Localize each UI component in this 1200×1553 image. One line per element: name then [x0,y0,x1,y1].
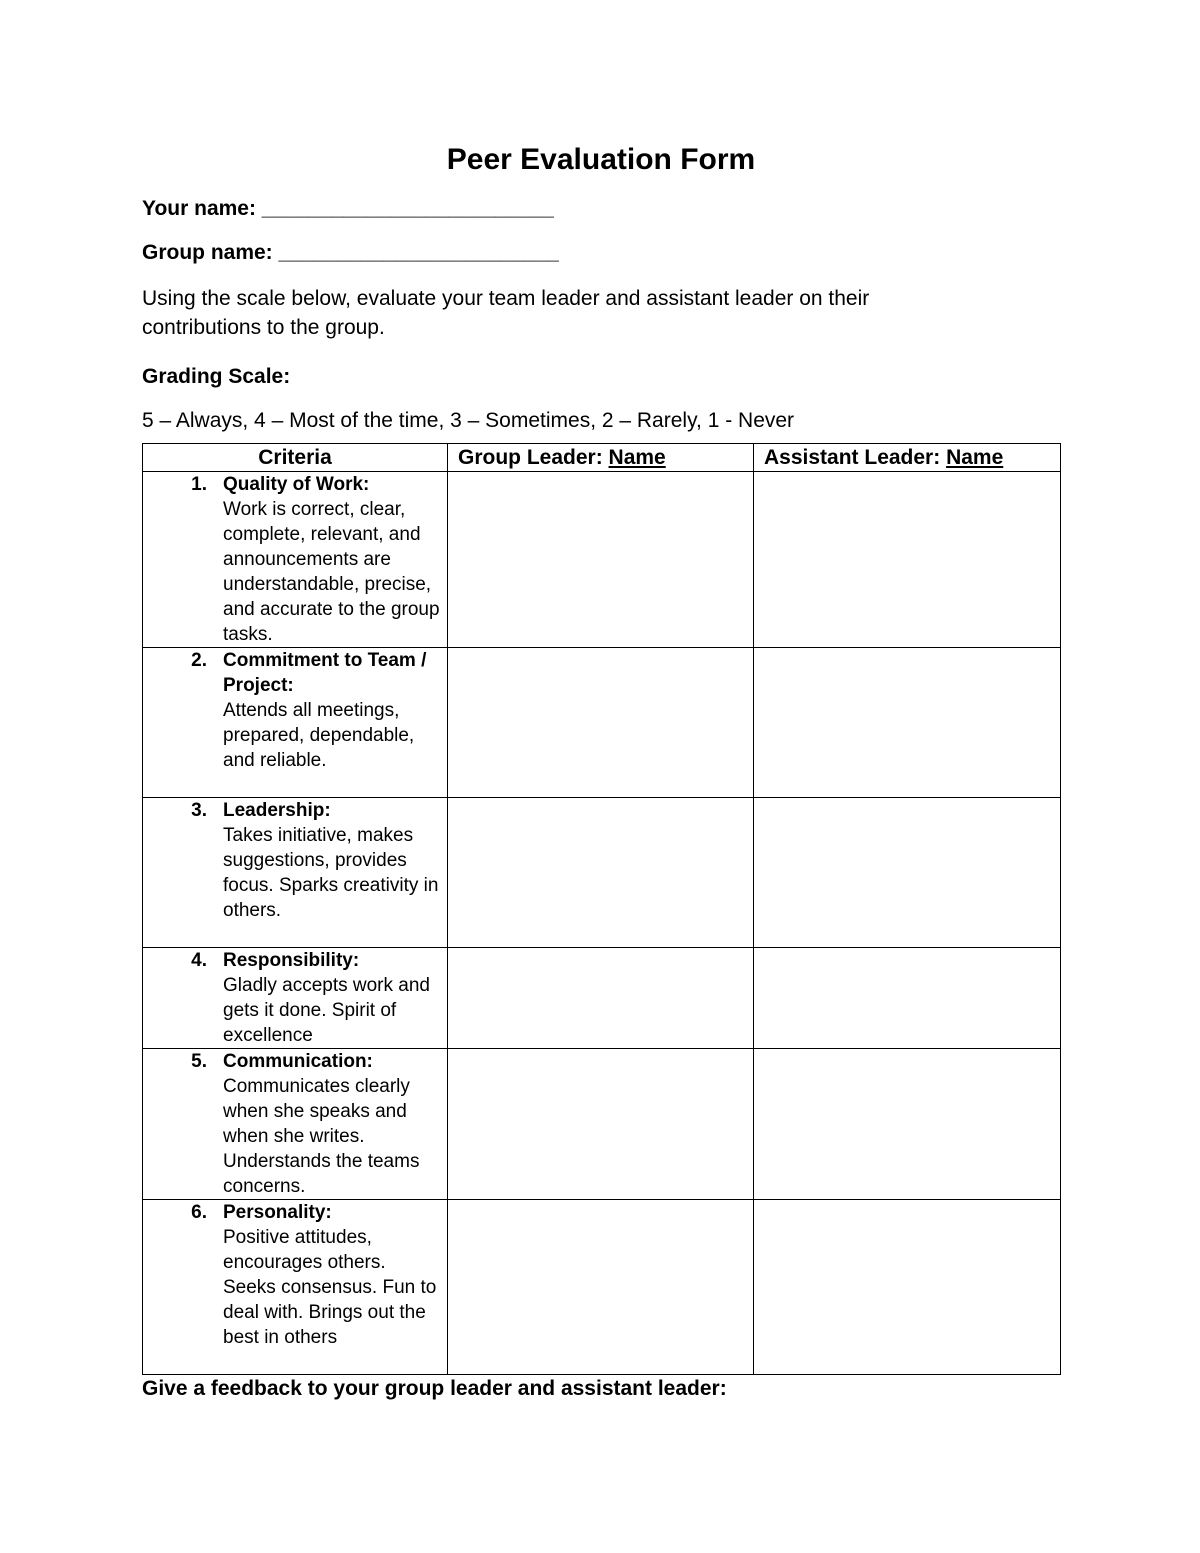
criteria-cell [143,798,448,948]
criteria-number: 6. [191,1202,207,1223]
table-row [143,648,1061,798]
group-name-field[interactable]: Group name: ________________________ [142,241,559,264]
criteria-label: Leadership: [223,800,331,821]
table-row [143,1200,1061,1375]
criteria-number: 3. [191,800,207,821]
criteria-description: Gladly accepts work and gets it done. Spirit of excellence [223,975,430,1046]
criteria-label: Commitment to Team / Project: [223,650,427,696]
document-page [142,140,1060,1403]
evaluation-table [142,443,1061,1375]
assistant-leader-score-cell[interactable] [754,948,1061,1049]
criteria-description: Attends all meetings, prepared, dependable, and reliable. [223,700,415,771]
criteria-header: Criteria [143,444,448,472]
group-leader-score-cell[interactable] [448,1049,754,1200]
group-leader-header [448,444,754,472]
criteria-label: Responsibility: [223,950,360,971]
criteria-number: 4. [191,950,207,971]
criteria-number: 5. [191,1051,207,1072]
assistant-leader-header [754,444,1061,472]
group-leader-score-cell[interactable] [448,472,754,648]
assistant-leader-score-cell[interactable] [754,798,1061,948]
assistant-leader-name: Name [946,446,1004,469]
instructions-text: Using the scale below, evaluate your team leader and assistant leader on their contributions to the group. [142,287,870,339]
grading-scale-heading: Grading Scale: [142,365,291,388]
criteria-description: Takes initiative, makes suggestions, provides focus. Sparks creativity in others. [223,825,439,921]
form-title: Peer Evaluation Form [446,143,756,176]
assistant-leader-score-cell[interactable] [754,648,1061,798]
grading-scale-text: 5 – Always, 4 – Most of the time, 3 – Sometimes, 2 – Rarely, 1 - Never [142,409,795,432]
assistant-leader-score-cell[interactable] [754,472,1061,648]
assistant-leader-header-prefix: Assistant Leader: [764,446,947,469]
your-name-field[interactable]: Your name: _________________________ [142,197,554,220]
criteria-cell [143,1049,448,1200]
criteria-cell [143,648,448,798]
table-row [143,948,1061,1049]
criteria-number: 2. [191,650,207,671]
criteria-label: Quality of Work: [223,474,370,495]
group-leader-score-cell[interactable] [448,1200,754,1375]
criteria-cell [143,948,448,1049]
criteria-label: Communication: [223,1051,373,1072]
criteria-label: Personality: [223,1202,332,1223]
criteria-description: Work is correct, clear, complete, relevant, and announcements are understandable, precise, and accurate to the group tasks. [223,499,440,645]
criteria-cell [143,1200,448,1375]
group-leader-score-cell[interactable] [448,648,754,798]
assistant-leader-score-cell[interactable] [754,1049,1061,1200]
criteria-description: Positive attitudes, encourages others. Seeks consensus. Fun to deal with. Brings out the best in others [223,1227,437,1348]
group-leader-name: Name [608,446,666,469]
table-row [143,1049,1061,1200]
table-header-row [143,444,1061,472]
assistant-leader-score-cell[interactable] [754,1200,1061,1375]
table-row [143,798,1061,948]
group-leader-score-cell[interactable] [448,948,754,1049]
group-leader-score-cell[interactable] [448,798,754,948]
criteria-description: Communicates clearly when she speaks and when she writes. Understands the teams concerns. [223,1076,420,1197]
table-row [143,472,1061,648]
group-leader-header-prefix: Group Leader: [458,446,609,469]
feedback-prompt: Give a feedback to your group leader and assistant leader: [142,1377,727,1400]
criteria-number: 1. [191,474,207,495]
criteria-cell [143,472,448,648]
